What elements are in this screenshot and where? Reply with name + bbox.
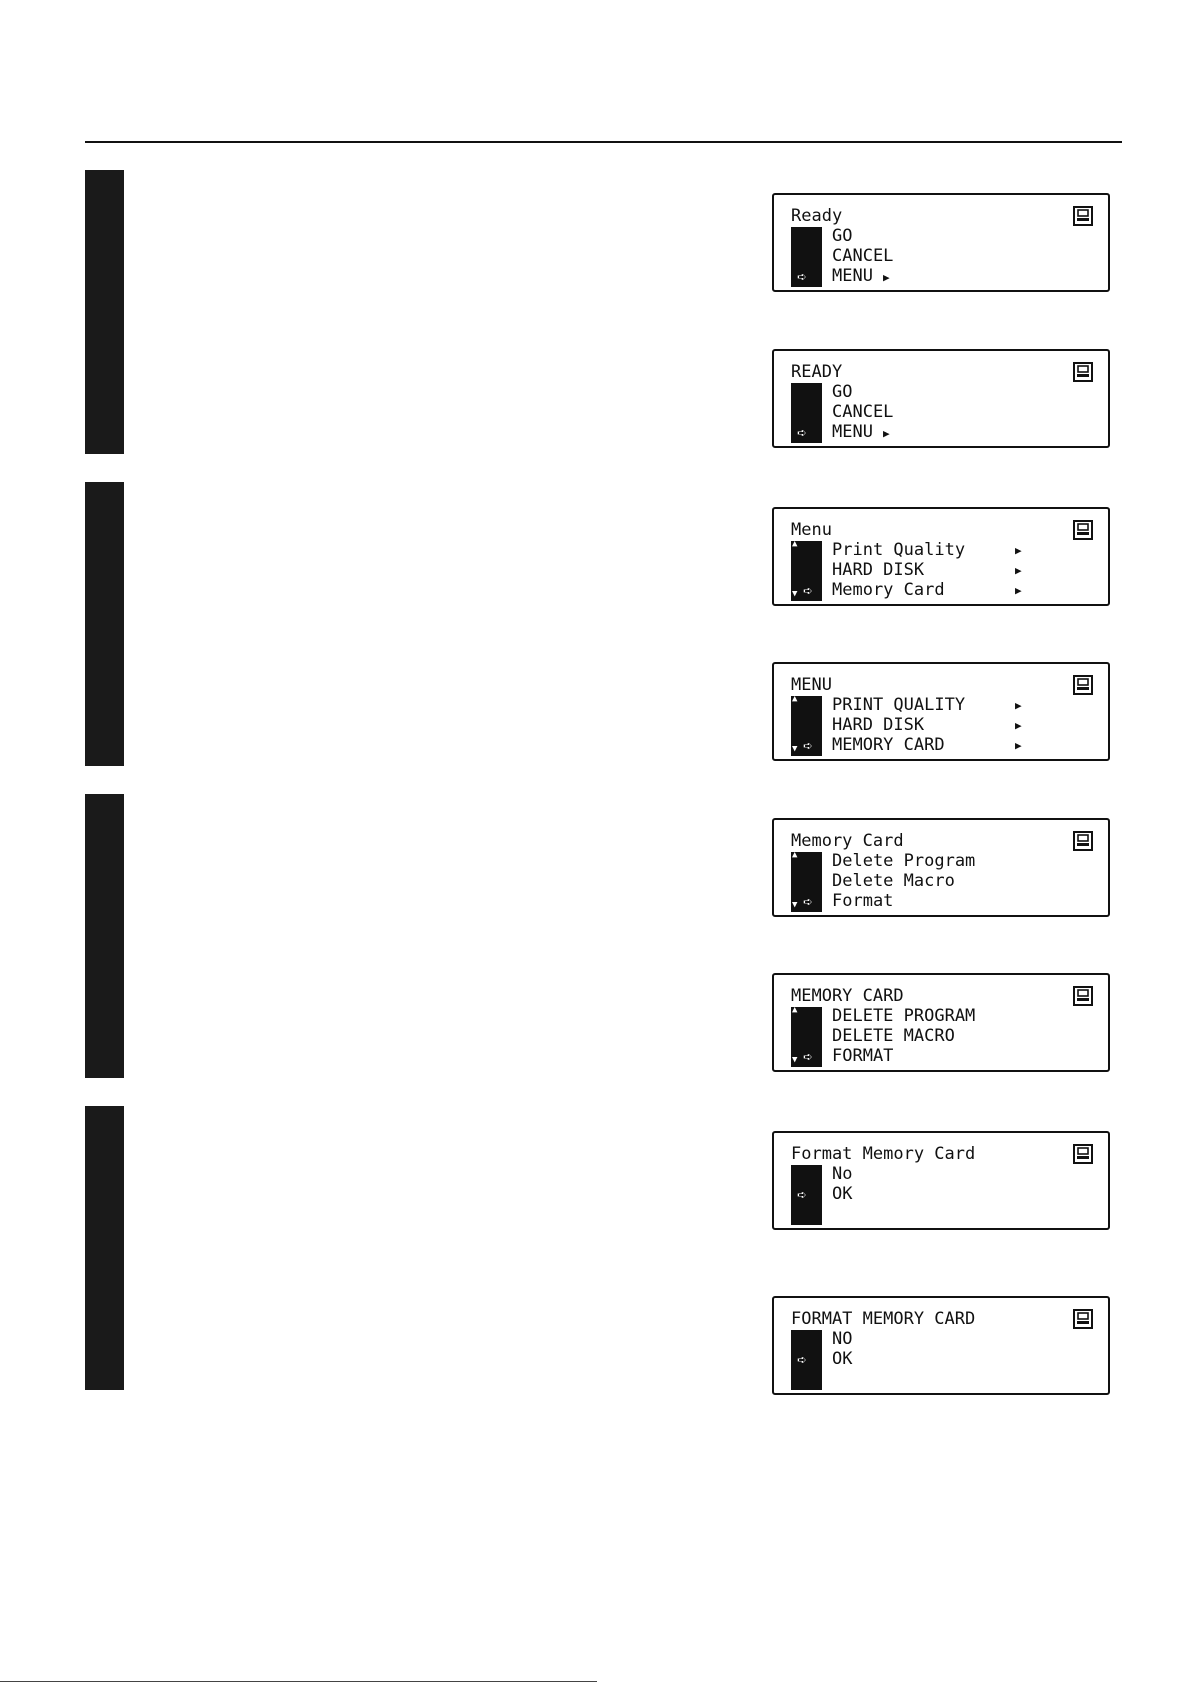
menu-item-menu — [832, 266, 890, 288]
menu-item-hard-disk: HARD DISK — [832, 715, 925, 735]
printer-icon — [1073, 206, 1093, 226]
menu-item-label: MENU — [832, 422, 873, 442]
display-title: READY — [791, 362, 843, 382]
cursor-arrow-icon: ➪ — [803, 892, 813, 911]
step-bar-4 — [85, 1106, 124, 1390]
menu-item-go: GO — [832, 226, 853, 246]
printer-icon — [1073, 520, 1093, 540]
cursor-arrow-icon: ➪ — [797, 1350, 807, 1369]
display-title: MENU — [791, 675, 832, 695]
display-title: FORMAT MEMORY CARD — [791, 1309, 976, 1329]
menu-item-ok: OK — [832, 1184, 853, 1204]
menu-item-delete-macro: DELETE MACRO — [832, 1026, 955, 1046]
menu-item-delete-program: DELETE PROGRAM — [832, 1006, 976, 1026]
lcd-display-menu-caps — [772, 662, 1110, 761]
menu-item-format: FORMAT — [832, 1046, 894, 1066]
display-title: MEMORY CARD — [791, 986, 904, 1006]
submenu-triangle-icon: ▶ — [1015, 739, 1022, 752]
step-bar-1 — [85, 170, 124, 454]
step-bar-2 — [85, 482, 124, 766]
printer-icon — [1073, 831, 1093, 851]
scroll-up-icon: ▲ — [792, 1005, 798, 1015]
menu-item-memory-card: Memory Card — [832, 580, 945, 600]
submenu-triangle-icon: ▶ — [1015, 719, 1022, 732]
scroll-down-icon: ▼ — [792, 589, 798, 599]
scroll-up-icon: ▲ — [792, 539, 798, 549]
menu-item-no: NO — [832, 1329, 853, 1349]
lcd-display-format-memory-card — [772, 1131, 1110, 1230]
menu-item-delete-macro: Delete Macro — [832, 871, 955, 891]
menu-item-delete-program: Delete Program — [832, 851, 976, 871]
cursor-arrow-icon: ➪ — [803, 1047, 813, 1066]
display-title: Memory Card — [791, 831, 904, 851]
lcd-display-format-memory-card-caps — [772, 1296, 1110, 1395]
bottom-rule — [0, 1681, 597, 1682]
cursor-arrow-icon: ➪ — [797, 423, 807, 442]
menu-item-go: GO — [832, 382, 853, 402]
cursor-arrow-icon: ➪ — [803, 581, 813, 600]
cursor-arrow-icon: ➪ — [797, 267, 807, 286]
submenu-triangle-icon: ▶ — [1015, 699, 1022, 712]
menu-item-hard-disk: HARD DISK — [832, 560, 925, 580]
scroll-down-icon: ▼ — [792, 900, 798, 910]
menu-item-cancel: CANCEL — [832, 402, 894, 422]
display-title: Ready — [791, 206, 843, 226]
display-title: Menu — [791, 520, 832, 540]
menu-item-no: No — [832, 1164, 853, 1184]
printer-icon — [1073, 986, 1093, 1006]
printer-icon — [1073, 675, 1093, 695]
submenu-triangle-icon: ▶ — [1015, 544, 1022, 557]
lcd-display-menu — [772, 507, 1110, 606]
menu-item-cancel: CANCEL — [832, 246, 894, 266]
printer-icon — [1073, 362, 1093, 382]
cursor-arrow-icon: ➪ — [797, 1185, 807, 1204]
submenu-triangle-icon: ▶ — [1015, 584, 1022, 597]
submenu-triangle-icon: ▶ — [1015, 564, 1022, 577]
lcd-display-memory-card-caps — [772, 973, 1110, 1072]
top-rule — [85, 141, 1122, 143]
scroll-up-icon: ▲ — [792, 850, 798, 860]
menu-item-ok: OK — [832, 1349, 853, 1369]
menu-item-format: Format — [832, 891, 894, 911]
printer-icon — [1073, 1309, 1093, 1329]
menu-item-print-quality: PRINT QUALITY — [832, 695, 966, 715]
lcd-display-ready — [772, 193, 1110, 292]
submenu-triangle-icon: ▶ — [882, 271, 890, 284]
scroll-down-icon: ▼ — [792, 744, 798, 754]
scroll-down-icon: ▼ — [792, 1055, 798, 1065]
lcd-display-memory-card — [772, 818, 1110, 917]
menu-item-memory-card: MEMORY CARD — [832, 735, 945, 755]
lcd-display-ready-caps — [772, 349, 1110, 448]
menu-item-menu — [832, 422, 890, 444]
step-bar-3 — [85, 794, 124, 1078]
cursor-arrow-icon: ➪ — [803, 736, 813, 755]
scroll-up-icon: ▲ — [792, 694, 798, 704]
submenu-triangle-icon: ▶ — [882, 427, 890, 440]
printer-icon — [1073, 1144, 1093, 1164]
menu-item-label: MENU — [832, 266, 873, 286]
menu-item-print-quality: Print Quality — [832, 540, 966, 560]
display-title: Format Memory Card — [791, 1144, 976, 1164]
